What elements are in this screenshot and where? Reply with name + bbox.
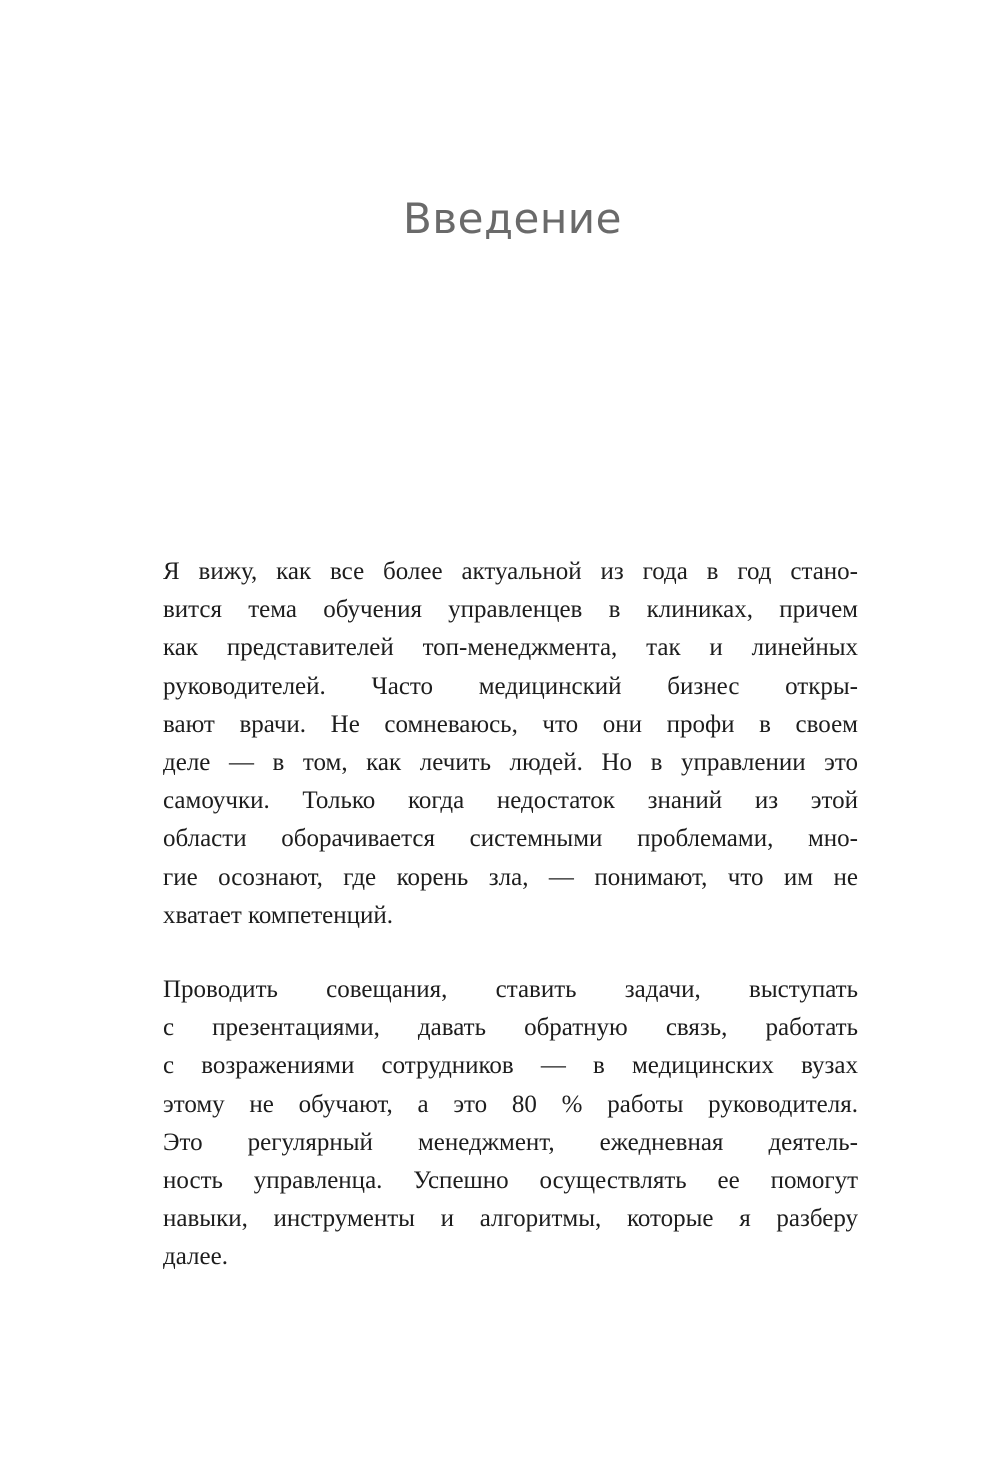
text-line: вают врачи. Не сомневаюсь, что они профи в своем bbox=[163, 710, 858, 738]
paragraph-2 bbox=[163, 971, 858, 1277]
text-line: этому не обучают, а это 80 % работы руководителя. bbox=[163, 1090, 858, 1118]
text-line: с презентациями, давать обратную связь, работать bbox=[163, 1014, 858, 1042]
text-line: деле — в том, как лечить людей. Но в управлении это bbox=[163, 749, 858, 777]
text-line: вится тема обучения управленцев в клиниках, причем bbox=[163, 596, 858, 624]
text-line: области оборачивается системными проблемами, мно- bbox=[163, 825, 858, 853]
paragraph-1 bbox=[163, 553, 858, 935]
text-line: Проводить совещания, ставить задачи, выступать bbox=[163, 976, 858, 1004]
text-line: хватает компетенций. bbox=[163, 901, 394, 929]
text-line: далее. bbox=[163, 1243, 228, 1271]
chapter-body bbox=[163, 553, 858, 1277]
text-line: с возражениями сотрудников — в медицинских вузах bbox=[163, 1052, 858, 1080]
text-line: Я вижу, как все более актуальной из года в год стано- bbox=[163, 558, 858, 585]
chapter-title: Введение bbox=[403, 194, 622, 243]
text-line: навыки, инструменты и алгоритмы, которые я разберу bbox=[163, 1205, 858, 1233]
text-line: самоучки. Только когда недостаток знаний из этой bbox=[163, 787, 858, 815]
text-line: гие осознают, где корень зла, — понимают, что им не bbox=[163, 863, 858, 891]
text-line: руководителей. Часто медицинский бизнес откры- bbox=[163, 672, 858, 700]
text-line: Это регулярный менеджмент, ежедневная деятель- bbox=[163, 1128, 858, 1156]
text-line: как представителей топ-менеджмента, так и линейных bbox=[163, 634, 858, 662]
text-line: ность управленца. Успешно осуществлять ее помогут bbox=[163, 1167, 858, 1195]
